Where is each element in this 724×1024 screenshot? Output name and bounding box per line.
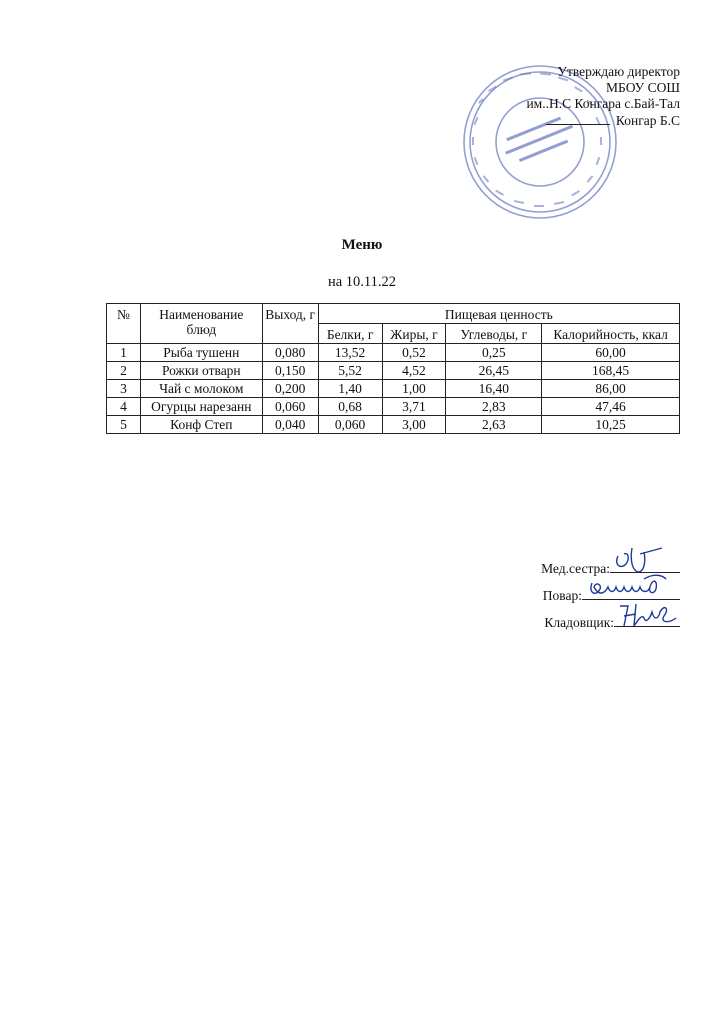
table-row: [107, 398, 680, 416]
approval-line-2: МБОУ СОШ: [606, 80, 680, 95]
document-title: Меню: [341, 237, 383, 253]
cell-fat: 3,00: [382, 416, 446, 434]
cell-yield: 0,040: [262, 416, 318, 434]
cell-protein: 1,40: [318, 380, 382, 398]
table-row: [107, 344, 680, 362]
director-name: Конгар Б.С: [615, 113, 680, 128]
cell-calories: 47,46: [542, 398, 680, 416]
approval-line-1: Утверждаю директор: [557, 64, 680, 79]
cell-yield: 0,060: [262, 398, 318, 416]
cell-protein: 0,68: [318, 398, 382, 416]
document-date: на 10.11.22: [327, 274, 397, 290]
table-row: [107, 362, 680, 380]
header-carbs: Углеводы, г: [446, 324, 542, 344]
approval-block: [526, 64, 680, 129]
cell-num: 5: [107, 416, 141, 434]
header-fat: Жиры, г: [382, 324, 446, 344]
approval-signature-line: [526, 112, 680, 129]
cell-fat: 3,71: [382, 398, 446, 416]
signatures-block: [541, 558, 680, 639]
cell-dish-name: Рыба тушенн: [140, 344, 262, 362]
cell-dish-name: Огурцы нарезанн: [140, 398, 262, 416]
header-protein: Белки, г: [318, 324, 382, 344]
cell-fat: 1,00: [382, 380, 446, 398]
cell-protein: 0,060: [318, 416, 382, 434]
cell-fat: 0,52: [382, 344, 446, 362]
cell-yield: 0,200: [262, 380, 318, 398]
table-header-row: [107, 304, 680, 324]
cell-carbs: 26,45: [446, 362, 542, 380]
nurse-label: Мед.сестра:: [541, 561, 610, 576]
cell-num: 3: [107, 380, 141, 398]
cell-yield: 0,080: [262, 344, 318, 362]
storekeeper-label: Кладовщик:: [544, 615, 614, 630]
cell-calories: 86,00: [542, 380, 680, 398]
cell-calories: 60,00: [542, 344, 680, 362]
cook-label: Повар:: [542, 588, 582, 603]
cell-num: 1: [107, 344, 141, 362]
cell-calories: 168,45: [542, 362, 680, 380]
cell-dish-name: Рожки отварн: [140, 362, 262, 380]
header-num: №: [107, 304, 141, 344]
storekeeper-handwritten-signature: [614, 596, 680, 630]
cell-yield: 0,150: [262, 362, 318, 380]
cell-protein: 5,52: [318, 362, 382, 380]
cell-fat: 4,52: [382, 362, 446, 380]
storekeeper-signature-row: [541, 612, 680, 639]
approval-line-3: им..Н.С Конгара с.Бай-Тал: [526, 96, 680, 111]
cell-calories: 10,25: [542, 416, 680, 434]
cell-carbs: 0,25: [446, 344, 542, 362]
header-calories: Калорийность, ккал: [542, 324, 680, 344]
cell-carbs: 2,83: [446, 398, 542, 416]
storekeeper-signature-line: [614, 612, 680, 627]
cell-num: 2: [107, 362, 141, 380]
table-row: [107, 380, 680, 398]
cell-dish-name: Конф Степ: [140, 416, 262, 434]
cell-num: 4: [107, 398, 141, 416]
cell-protein: 13,52: [318, 344, 382, 362]
cell-carbs: 2,63: [446, 416, 542, 434]
director-signature-blank: [546, 112, 610, 125]
cell-carbs: 16,40: [446, 380, 542, 398]
header-nutrition: Пищевая ценность: [318, 304, 679, 324]
cell-dish-name: Чай с молоком: [140, 380, 262, 398]
menu-table: [106, 303, 680, 434]
table-row: [107, 416, 680, 434]
header-yield: Выход, г: [262, 304, 318, 344]
header-dish-name: Наименование блюд: [140, 304, 262, 344]
